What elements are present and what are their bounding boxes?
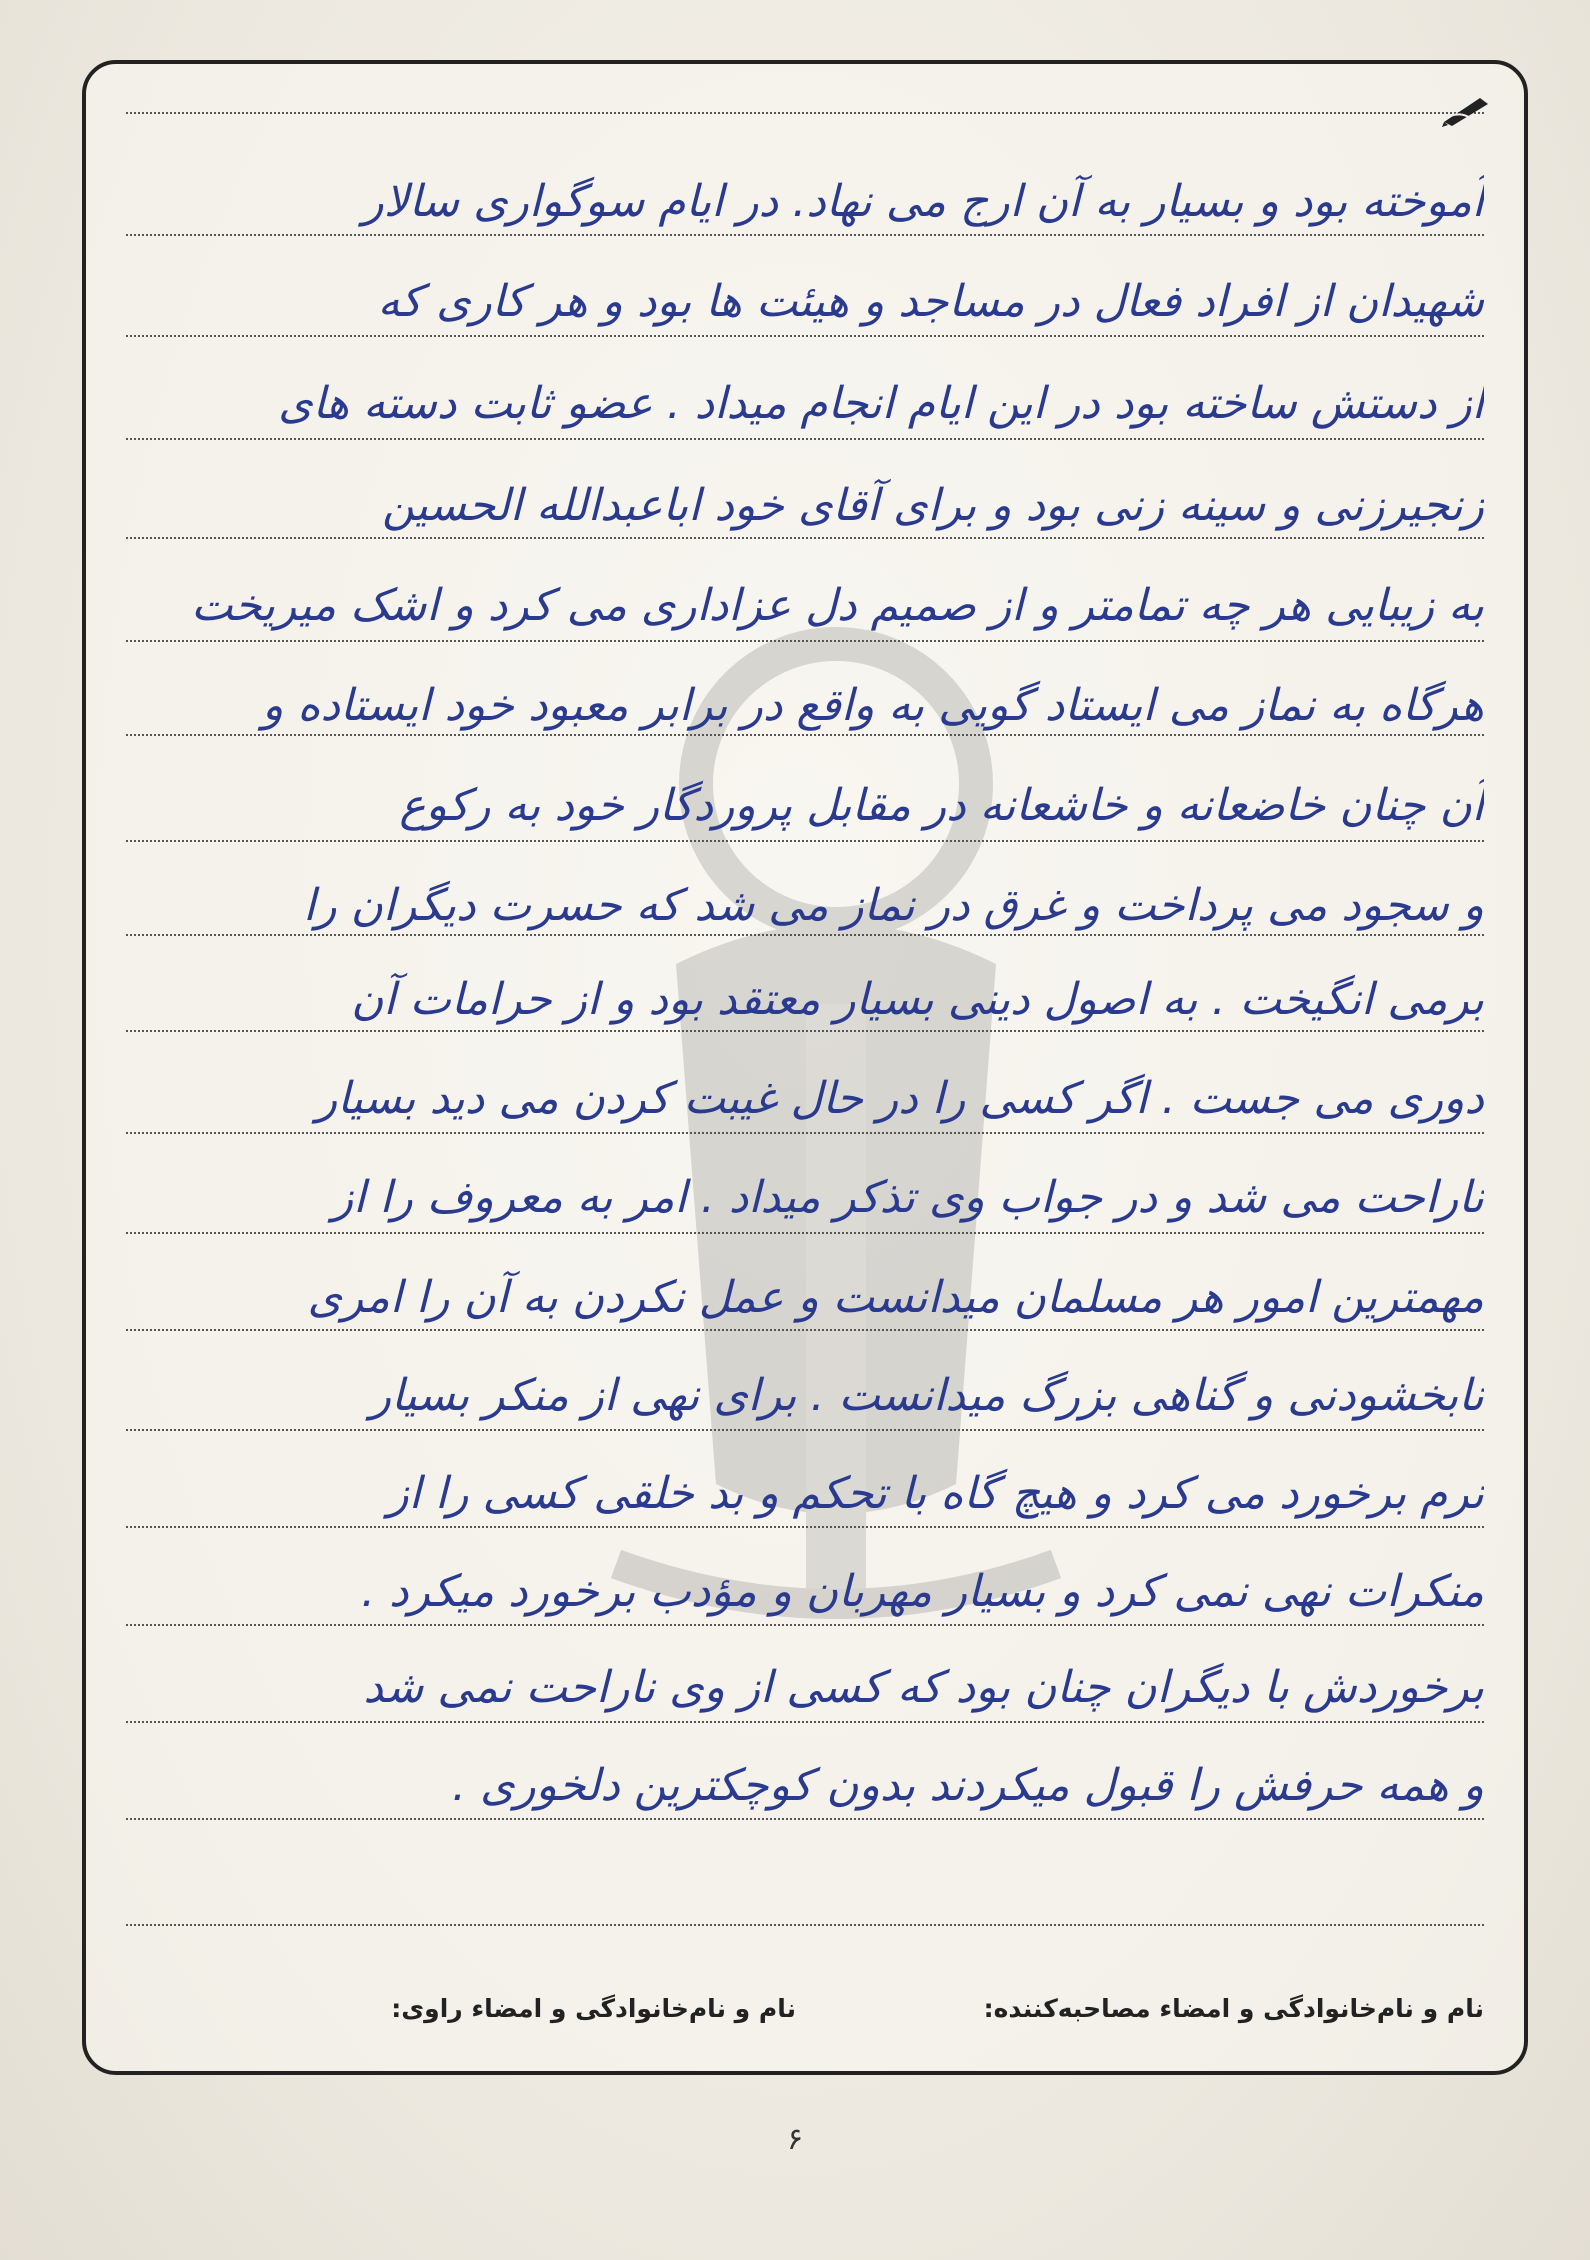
handwritten-line: دوری می جست . اگر کسی را در حال غیبت کردن می دید بسیار: [316, 1073, 1484, 1124]
handwritten-line: و سجود می پرداخت و غرق در نماز می شد که حسرت دیگران را: [303, 880, 1484, 931]
handwritten-line: آن چنان خاضعانه و خاشعانه در مقابل پروردگار خود به رکوع: [399, 780, 1484, 831]
interviewer-signature-label: نام و نام‌خانوادگی و امضاء مصاحبه‌کننده:: [983, 1994, 1484, 2023]
handwritten-line: به زیبایی هر چه تمامتر و از صمیم دل عزاداری می کرد و اشک میریخت: [191, 580, 1484, 631]
handwritten-line: نرم برخورد می کرد و هیچ گاه با تحکم و بد خلقی کسی را از: [387, 1468, 1484, 1519]
handwritten-line: شهیدان از افراد فعال در مساجد و هیئت ها بود و هر کاری که: [377, 276, 1484, 327]
handwritten-line: زنجیرزنی و سینه زنی بود و برای آقای خود اباعبدالله الحسین: [382, 480, 1484, 531]
handwritten-line: آموخته بود و بسیار به آن ارج می نهاد. در ایام سوگواری سالار: [362, 176, 1484, 227]
handwritten-text: [126, 64, 1484, 2071]
handwritten-line: مهمترین امور هر مسلمان میدانست و عمل نکردن به آن را امری: [307, 1272, 1484, 1323]
handwritten-line: هرگاه به نماز می ایستاد گویی به واقع در برابر معبود خود ایستاده و: [262, 680, 1484, 731]
handwritten-line: نابخشودنی و گناهی بزرگ میدانست . برای نهی از منکر بسیار: [369, 1370, 1484, 1421]
handwritten-line: برمی انگیخت . به اصول دینی بسیار معتقد بود و از حرامات آن: [351, 974, 1484, 1025]
narrator-signature-label: نام و نام‌خانوادگی و امضاء راوی:: [391, 1994, 796, 2023]
handwritten-line: برخوردش با دیگران چنان بود که کسی از وی ناراحت نمی شد: [363, 1662, 1484, 1713]
form-frame: [82, 60, 1528, 2075]
handwritten-line: و همه حرفش را قبول میکردند بدون کوچکترین دلخوری .: [452, 1760, 1484, 1811]
page-number: ۶: [786, 2122, 804, 2157]
handwritten-line: ناراحت می شد و در جواب وی تذکر میداد . امر به معروف را از: [332, 1172, 1484, 1223]
handwritten-line: از دستش ساخته بود در این ایام انجام میداد . عضو ثابت دسته های: [278, 378, 1484, 429]
handwritten-line: منکرات نهی نمی کرد و بسیار مهربان و مؤدب برخورد میکرد .: [361, 1566, 1484, 1617]
